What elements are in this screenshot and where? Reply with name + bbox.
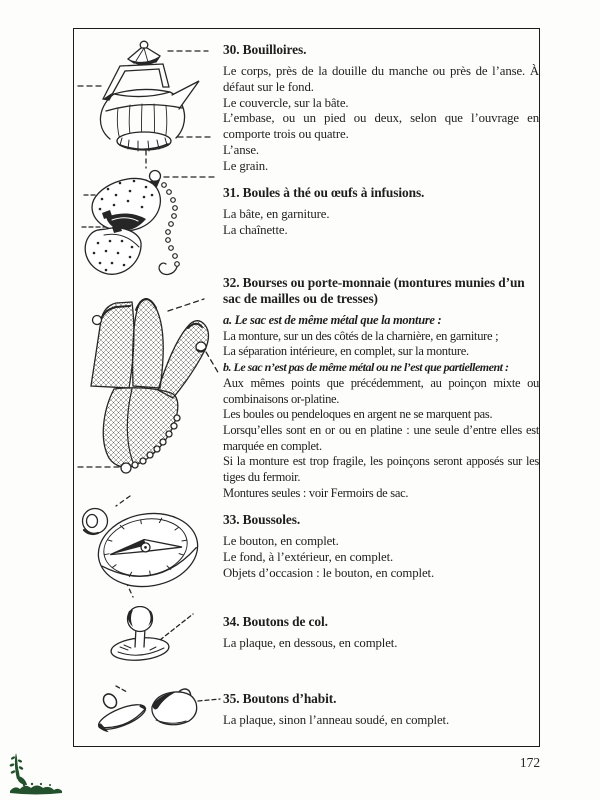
section-boutons-dhabit [223, 691, 539, 729]
body-line: Le bouton, en complet. [223, 534, 339, 548]
section-heading: 32. Bourses ou porte-monnaie (montures munies d’un sac de mailles ou de tresses) [223, 275, 525, 306]
subsection-b: b. Le sac n’est pas de même métal ou ne l’est que partiellement : [223, 360, 509, 375]
body-line: Le fond, à l’extérieur, en complet. [223, 549, 394, 564]
collar-button-illustration [98, 606, 206, 664]
mesh-purse-drawing [76, 290, 226, 475]
section-bouilloires [223, 42, 539, 175]
section-heading: 33. Boussoles. [223, 512, 301, 527]
section-boutons-de-col [223, 614, 539, 652]
tea-ball-illustration [78, 167, 218, 281]
section-bourses [223, 275, 539, 501]
body-line: Montures seules : voir Fermoirs de sac. [223, 485, 409, 500]
section-heading: 34. Boutons de col. [223, 614, 328, 629]
body-line: L’embase, ou un pied ou deux, selon que l’ouvrage en comporte trois ou quatre. [223, 111, 539, 142]
body-line: La bâte, en garniture. [223, 207, 330, 221]
floral-ornament-drawing [8, 752, 64, 796]
section-boussoles [223, 512, 539, 581]
compass-illustration [74, 494, 214, 606]
collar-button-drawing [98, 606, 206, 664]
mesh-purse-illustration [76, 290, 226, 475]
kettle-drawing [76, 38, 216, 170]
body-line: La plaque, en dessous, en complet. [223, 636, 398, 650]
body-line: Le couvercle, sur la bâte. [223, 95, 349, 110]
body-line: La plaque, sinon l’anneau soudé, en complet. [223, 713, 450, 727]
body-line: La chaînette. [223, 222, 288, 237]
body-line: Si la monture est trop fragile, les poinçons seront apposés sur les tiges du fermoir. [223, 454, 539, 485]
subsection-a: a. Le sac est de même métal que la monture : [223, 313, 442, 327]
kettle-illustration [76, 38, 216, 170]
body-line: La monture, sur un des côtés de la charnière, en garniture ; [223, 328, 499, 343]
body-line: Lorsqu’elles sont en or ou en platine : une seule d’entre elles est marquée en complet. [223, 422, 539, 453]
body-line: La séparation intérieure, en complet, sur la monture. [223, 344, 469, 359]
body-line: L’anse. [223, 142, 260, 157]
body-line: Le grain. [223, 158, 269, 173]
habit-buttons-illustration [86, 684, 222, 746]
body-line: Les boules ou pendeloques en argent ne se marquent pas. [223, 407, 493, 422]
corner-floral-ornament [8, 752, 64, 796]
tea-ball-drawing [78, 167, 218, 281]
habit-buttons-drawing [86, 684, 222, 746]
body-line: Objets d’occasion : le bouton, en complet. [223, 565, 435, 580]
body-line: Le corps, près de la douille du manche ou près de l’anse. À défaut sur le fond. [223, 64, 539, 94]
section-boules-a-the [223, 185, 539, 239]
section-heading: 35. Boutons d’habit. [223, 691, 337, 706]
section-heading: 31. Boules à thé ou œufs à infusions. [223, 185, 425, 200]
body-line: Aux mêmes points que précédemment, au poinçon mixte ou combinaisons or-platine. [223, 375, 539, 406]
compass-drawing [74, 494, 214, 606]
page-number: 172 [519, 755, 541, 770]
section-heading: 30. Bouilloires. [223, 42, 307, 57]
